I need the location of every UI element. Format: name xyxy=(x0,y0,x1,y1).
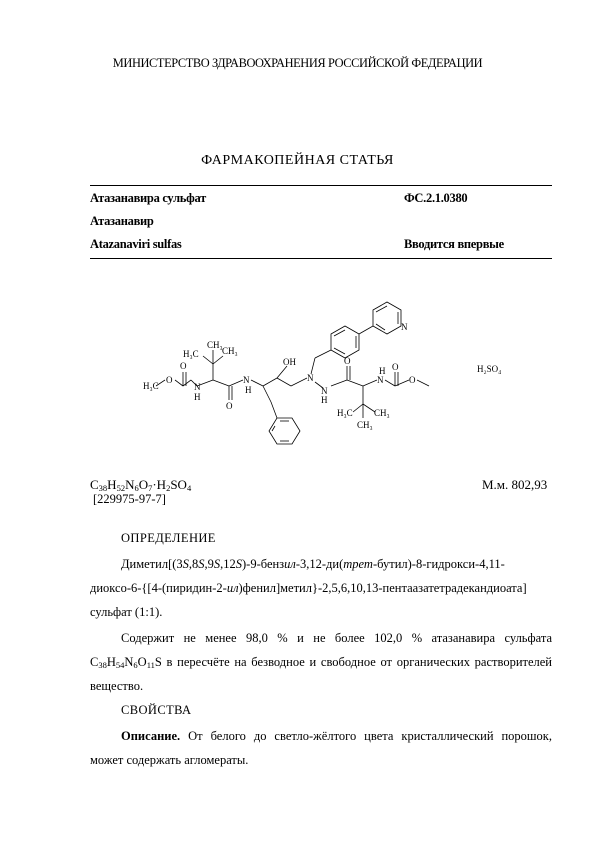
o-carbonyl-right: O xyxy=(392,362,399,372)
n-right: N xyxy=(377,375,384,385)
h-hydrazine: H xyxy=(321,395,328,405)
h3c-tbu-left: H₃C xyxy=(183,349,199,359)
h2so4-label: H₂SO₄ xyxy=(477,364,502,374)
n-amide-left: N xyxy=(243,375,250,385)
cas-number: [229975-97-7] xyxy=(93,492,166,506)
definition-paragraph: Диметил[(3S,8S,9S,12S)-9-бензил-3,12-ди(трет-бутил)-8-гидрокси-4,11-диоксо-6-{[4-(пиридин-2-ил)фенил]метил}-2,5,6,10,13-пентаазатетрадекандиоата] сульфат (1:1). xyxy=(90,557,527,619)
content-paragraph: Содержит не менее 98,0 % и не более 102,0 % атазанавира сульфата $C_{38}H_{54}N_6O_{11}S$ в пересчёте на безводное и свободное от органических растворителей вещество. xyxy=(90,631,552,693)
ch3-tbu-right: CH₃ xyxy=(374,408,390,418)
monograph-name-lat: Atazanaviri sulfas xyxy=(90,237,182,251)
molecular-mass: М.м. 802,93 xyxy=(482,477,548,492)
o-carbonyl-left: O xyxy=(180,361,187,371)
monograph-status: Вводится впервые xyxy=(404,237,504,251)
top-rule xyxy=(90,185,552,186)
n-pyridine: N xyxy=(401,322,408,332)
bottom-rule xyxy=(90,258,552,259)
description-text: От белого до светло-жёлтого цвета кристаллический порошок, может содержать агломераты. xyxy=(90,729,552,767)
definition-heading: ОПРЕДЕЛЕНИЕ xyxy=(121,531,216,545)
h-left: H xyxy=(194,392,201,402)
n-left: N xyxy=(194,382,201,392)
ch3-tbu-top: CH₃ xyxy=(207,340,223,350)
monograph-name-ru-alt: Атазанавир xyxy=(90,214,154,228)
h3c-tbu-right: H₃C xyxy=(337,408,353,418)
atazanavir-structure-drawing xyxy=(125,282,525,452)
o-amide-right: O xyxy=(344,356,351,366)
oh-label: OH xyxy=(283,357,296,367)
structural-formula xyxy=(125,282,525,452)
n-hydrazine-2: N xyxy=(321,386,328,396)
document-type-title: ФАРМАКОПЕЙНАЯ СТАТЬЯ xyxy=(201,153,394,168)
monograph-name-ru: Атазанавира сульфат xyxy=(90,191,206,205)
ch3-tbu-left: CH₃ xyxy=(222,346,238,356)
o-amide-left: O xyxy=(226,401,233,411)
monograph-code: ФС.2.1.0380 xyxy=(404,191,468,205)
description-label: Описание. xyxy=(121,729,181,743)
molecular-formula: $C_{38}H_{52}N_6O_7\cdot H_2SO_4$ xyxy=(90,477,192,493)
ch3-tbu-bottom: CH₃ xyxy=(357,420,373,430)
n-hydrazine-1: N xyxy=(307,373,314,383)
ministry-header: МИНИСТЕРСТВО ЗДРАВООХРАНЕНИЯ РОССИЙСКОЙ ФЕДЕРАЦИИ xyxy=(112,56,483,70)
description-paragraph xyxy=(90,724,552,772)
h-amide-left: H xyxy=(245,385,252,395)
o-ester-left: O xyxy=(166,375,173,385)
properties-heading: СВОЙСТВА xyxy=(121,703,192,717)
h-right: H xyxy=(379,366,386,376)
h3c-left-label: H₃C xyxy=(143,381,159,391)
o-ester-right: O xyxy=(409,375,416,385)
